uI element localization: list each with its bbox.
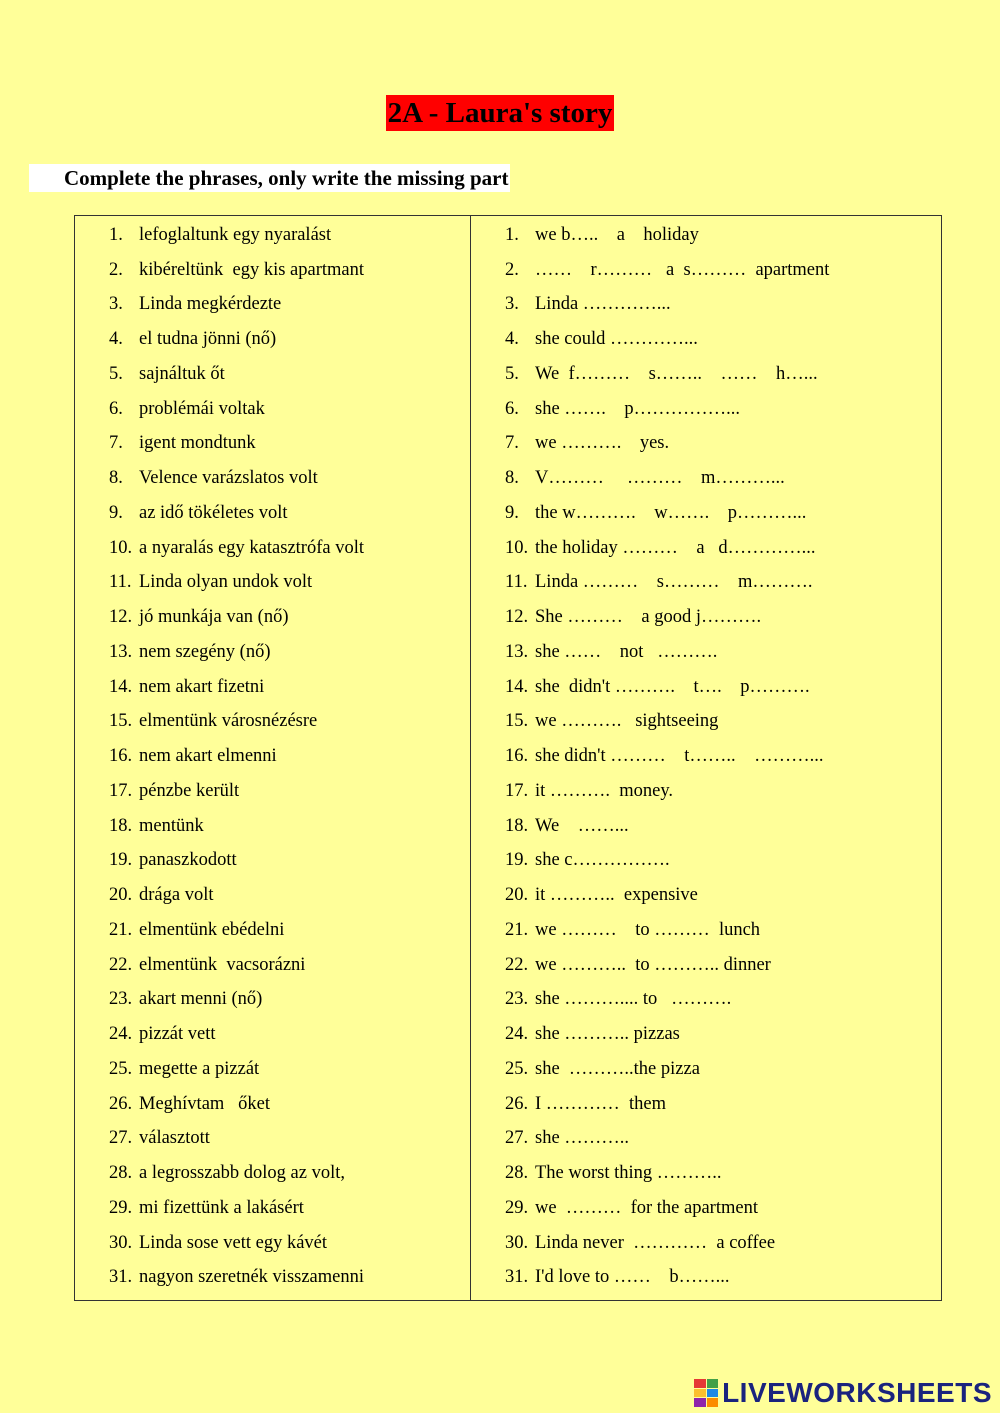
hungarian-row [109,496,470,531]
item-number: 30. [505,1232,529,1253]
hungarian-row [109,878,470,913]
item-number: 17. [109,780,133,801]
item-number: 13. [109,641,133,662]
item-number: 29. [109,1197,133,1218]
item-number: 15. [505,711,529,732]
hungarian-phrase: elmentünk ebédelni [139,919,285,940]
item-number: 12. [109,607,133,628]
english-phrase[interactable]: we ……… to ……… lunch [535,919,761,940]
hungarian-phrase: drága volt [139,885,214,906]
item-number: 24. [109,1024,133,1045]
english-row [505,635,941,670]
item-number: 28. [109,1163,133,1184]
english-phrase[interactable]: Linda …………... [535,294,671,315]
hungarian-row [109,600,470,635]
hungarian-row [109,427,470,462]
english-row [505,948,941,983]
item-number: 20. [505,885,529,906]
english-row [505,1122,941,1157]
hungarian-phrase: Linda olyan undok volt [139,572,313,593]
english-phrase[interactable]: she ………..the pizza [535,1058,700,1079]
english-row [505,809,941,844]
item-number: 30. [109,1232,133,1253]
english-phrase[interactable]: we ……… for the apartment [535,1197,758,1218]
item-number: 9. [109,502,123,523]
hungarian-phrase: megette a pizzát [139,1058,260,1079]
hungarian-column [75,216,471,1300]
title-container [0,95,1000,131]
item-number: 21. [505,919,529,940]
english-phrase[interactable]: we ………. yes. [535,433,670,454]
hungarian-phrase: a legrosszabb dolog az volt, [139,1163,346,1184]
item-number: 5. [109,363,123,384]
hungarian-row [109,809,470,844]
english-row [505,774,941,809]
item-number: 25. [109,1058,133,1079]
instruction-text: Complete the phrases, only write the missing part [29,164,510,192]
hungarian-phrase: nem akart fizetni [139,676,265,697]
hungarian-row [109,1226,470,1261]
english-row [505,1156,941,1191]
hungarian-row [109,948,470,983]
english-phrase[interactable]: she ……….... to ………. [535,989,732,1010]
english-phrase[interactable]: she could …………... [535,329,698,350]
english-phrase[interactable]: she c……………. [535,850,670,871]
english-row [505,531,941,566]
item-number: 8. [109,468,123,489]
item-number: 13. [505,641,529,662]
item-number: 2. [109,259,123,280]
english-row [505,1226,941,1261]
english-phrase[interactable]: the w………. w……. p………... [535,502,807,523]
english-row [505,288,941,323]
item-number: 15. [109,711,133,732]
english-row [505,1052,941,1087]
english-phrase[interactable]: she didn't ……… t…….. ………... [535,746,824,767]
item-number: 10. [505,537,529,558]
hungarian-phrase: mentünk [139,815,204,836]
hungarian-phrase: a nyaralás egy katasztrófa volt [139,537,364,558]
item-number: 7. [109,433,123,454]
english-phrase[interactable]: V……… ……… m………... [535,468,785,489]
english-phrase[interactable]: she didn't ………. t…. p………. [535,676,810,697]
item-number: 6. [109,398,123,419]
english-phrase[interactable]: we b….. a holiday [535,224,699,245]
item-number: 6. [505,398,519,419]
english-row [505,844,941,879]
hungarian-row [109,1122,470,1157]
hungarian-row [109,705,470,740]
item-number: 11. [109,572,132,593]
hungarian-phrase: nem szegény (nő) [139,641,271,662]
hungarian-row [109,253,470,288]
item-number: 25. [505,1058,529,1079]
hungarian-row [109,392,470,427]
item-number: 5. [505,363,519,384]
english-phrase[interactable]: Linda ……… s……… m………. [535,572,813,593]
item-number: 3. [109,294,123,315]
item-number: 7. [505,433,519,454]
english-row [505,427,941,462]
hungarian-row [109,531,470,566]
english-row [505,1087,941,1122]
english-phrase[interactable]: it ……….. expensive [535,885,698,906]
item-number: 9. [505,502,519,523]
hungarian-phrase: az idő tökéletes volt [139,502,288,523]
hungarian-row [109,774,470,809]
logo-mark-icon [694,1379,718,1407]
item-number: 18. [505,815,529,836]
hungarian-row [109,1191,470,1226]
item-number: 29. [505,1197,529,1218]
logo-text: LIVEWORKSHEETS [722,1377,992,1408]
page-title: 2A - Laura's story [387,97,613,129]
hungarian-row [109,844,470,879]
item-number: 16. [505,746,529,767]
english-row [505,496,941,531]
item-number: 22. [109,954,133,975]
hungarian-phrase: problémái voltak [139,398,265,419]
hungarian-row [109,566,470,601]
hungarian-phrase: Linda megkérdezte [139,294,282,315]
hungarian-phrase: mi fizettünk a lakásért [139,1197,304,1218]
english-row [505,253,941,288]
item-number: 4. [109,329,123,350]
english-row [505,878,941,913]
english-phrase[interactable]: We ……... [535,815,629,836]
english-phrase[interactable]: she ……….. [535,1128,630,1149]
hungarian-phrase: lefoglaltunk egy nyaralást [139,224,332,245]
english-row [505,1191,941,1226]
item-number: 21. [109,919,133,940]
hungarian-row [109,913,470,948]
english-phrase[interactable]: I'd love to …… b……... [535,1267,730,1288]
english-row [505,739,941,774]
hungarian-phrase: pénzbe került [139,780,240,801]
item-number: 31. [505,1267,529,1288]
english-phrase[interactable]: The worst thing ……….. [535,1163,722,1184]
hungarian-phrase: sajnáltuk őt [139,363,225,384]
item-number: 8. [505,468,519,489]
hungarian-row [109,1052,470,1087]
english-row [505,670,941,705]
english-phrase[interactable]: the holiday ……… a d…………... [535,537,816,558]
english-phrase[interactable]: she ……. p……………... [535,398,741,419]
english-phrase[interactable]: We f……… s…….. …… h…... [535,363,818,384]
hungarian-row [109,670,470,705]
hungarian-phrase: Velence varázslatos volt [139,468,318,489]
item-number: 19. [109,850,133,871]
item-number: 10. [109,537,133,558]
hungarian-row [109,1087,470,1122]
hungarian-phrase: panaszkodott [139,850,237,871]
english-row [505,1017,941,1052]
item-number: 11. [505,572,528,593]
item-number: 3. [505,294,519,315]
item-number: 27. [109,1128,133,1149]
english-column [471,216,941,1300]
english-phrase[interactable]: it ………. money. [535,780,674,801]
hungarian-row [109,357,470,392]
english-row [505,322,941,357]
english-phrase[interactable]: Linda never ………… a coffee [535,1232,776,1253]
hungarian-row [109,983,470,1018]
exercise-table [74,215,942,1301]
english-row [505,566,941,601]
hungarian-row [109,288,470,323]
hungarian-phrase: Meghívtam őket [139,1093,271,1114]
english-row [505,461,941,496]
english-row [505,392,941,427]
hungarian-row [109,1156,470,1191]
hungarian-phrase: kibéreltünk egy kis apartmant [139,259,365,280]
item-number: 16. [109,746,133,767]
item-number: 27. [505,1128,529,1149]
hungarian-row [109,1261,470,1296]
english-phrase[interactable]: she …… not ………. [535,641,718,662]
english-row [505,983,941,1018]
item-number: 4. [505,329,519,350]
english-phrase[interactable]: She ……… a good j………. [535,607,762,628]
english-row [505,600,941,635]
item-number: 31. [109,1267,133,1288]
item-number: 20. [109,885,133,906]
english-phrase[interactable]: we ……….. to ……….. dinner [535,954,771,975]
item-number: 24. [505,1024,529,1045]
hungarian-row [109,218,470,253]
english-phrase[interactable]: she ……….. pizzas [535,1024,680,1045]
hungarian-phrase: nagyon szeretnék visszamenni [139,1267,365,1288]
hungarian-row [109,461,470,496]
hungarian-phrase: igent mondtunk [139,433,256,454]
hungarian-phrase: jó munkája van (nő) [139,607,289,628]
item-number: 28. [505,1163,529,1184]
hungarian-row [109,1017,470,1052]
item-number: 1. [505,224,519,245]
english-row [505,705,941,740]
hungarian-phrase: választott [139,1128,210,1149]
english-row [505,913,941,948]
item-number: 26. [505,1093,529,1114]
item-number: 14. [505,676,529,697]
item-number: 12. [505,607,529,628]
hungarian-phrase: elmentünk vacsorázni [139,954,306,975]
english-row [505,1261,941,1296]
hungarian-phrase: pizzát vett [139,1024,216,1045]
hungarian-row [109,635,470,670]
item-number: 26. [109,1093,133,1114]
hungarian-phrase: akart menni (nő) [139,989,263,1010]
hungarian-phrase: Linda sose vett egy kávét [139,1232,328,1253]
item-number: 18. [109,815,133,836]
english-phrase[interactable]: …… r……… a s……… apartment [535,259,830,280]
english-phrase[interactable]: we ………. sightseeing [535,711,719,732]
item-number: 1. [109,224,123,245]
english-phrase[interactable]: I ………… them [535,1093,667,1114]
english-row [505,357,941,392]
item-number: 23. [505,989,529,1010]
hungarian-phrase: nem akart elmenni [139,746,277,767]
hungarian-phrase: el tudna jönni (nő) [139,329,277,350]
item-number: 23. [109,989,133,1010]
item-number: 19. [505,850,529,871]
item-number: 17. [505,780,529,801]
item-number: 2. [505,259,519,280]
item-number: 14. [109,676,133,697]
hungarian-phrase: elmentünk városnézésre [139,711,318,732]
hungarian-row [109,322,470,357]
liveworksheets-logo [694,1376,992,1410]
item-number: 22. [505,954,529,975]
english-row [505,218,941,253]
hungarian-row [109,739,470,774]
